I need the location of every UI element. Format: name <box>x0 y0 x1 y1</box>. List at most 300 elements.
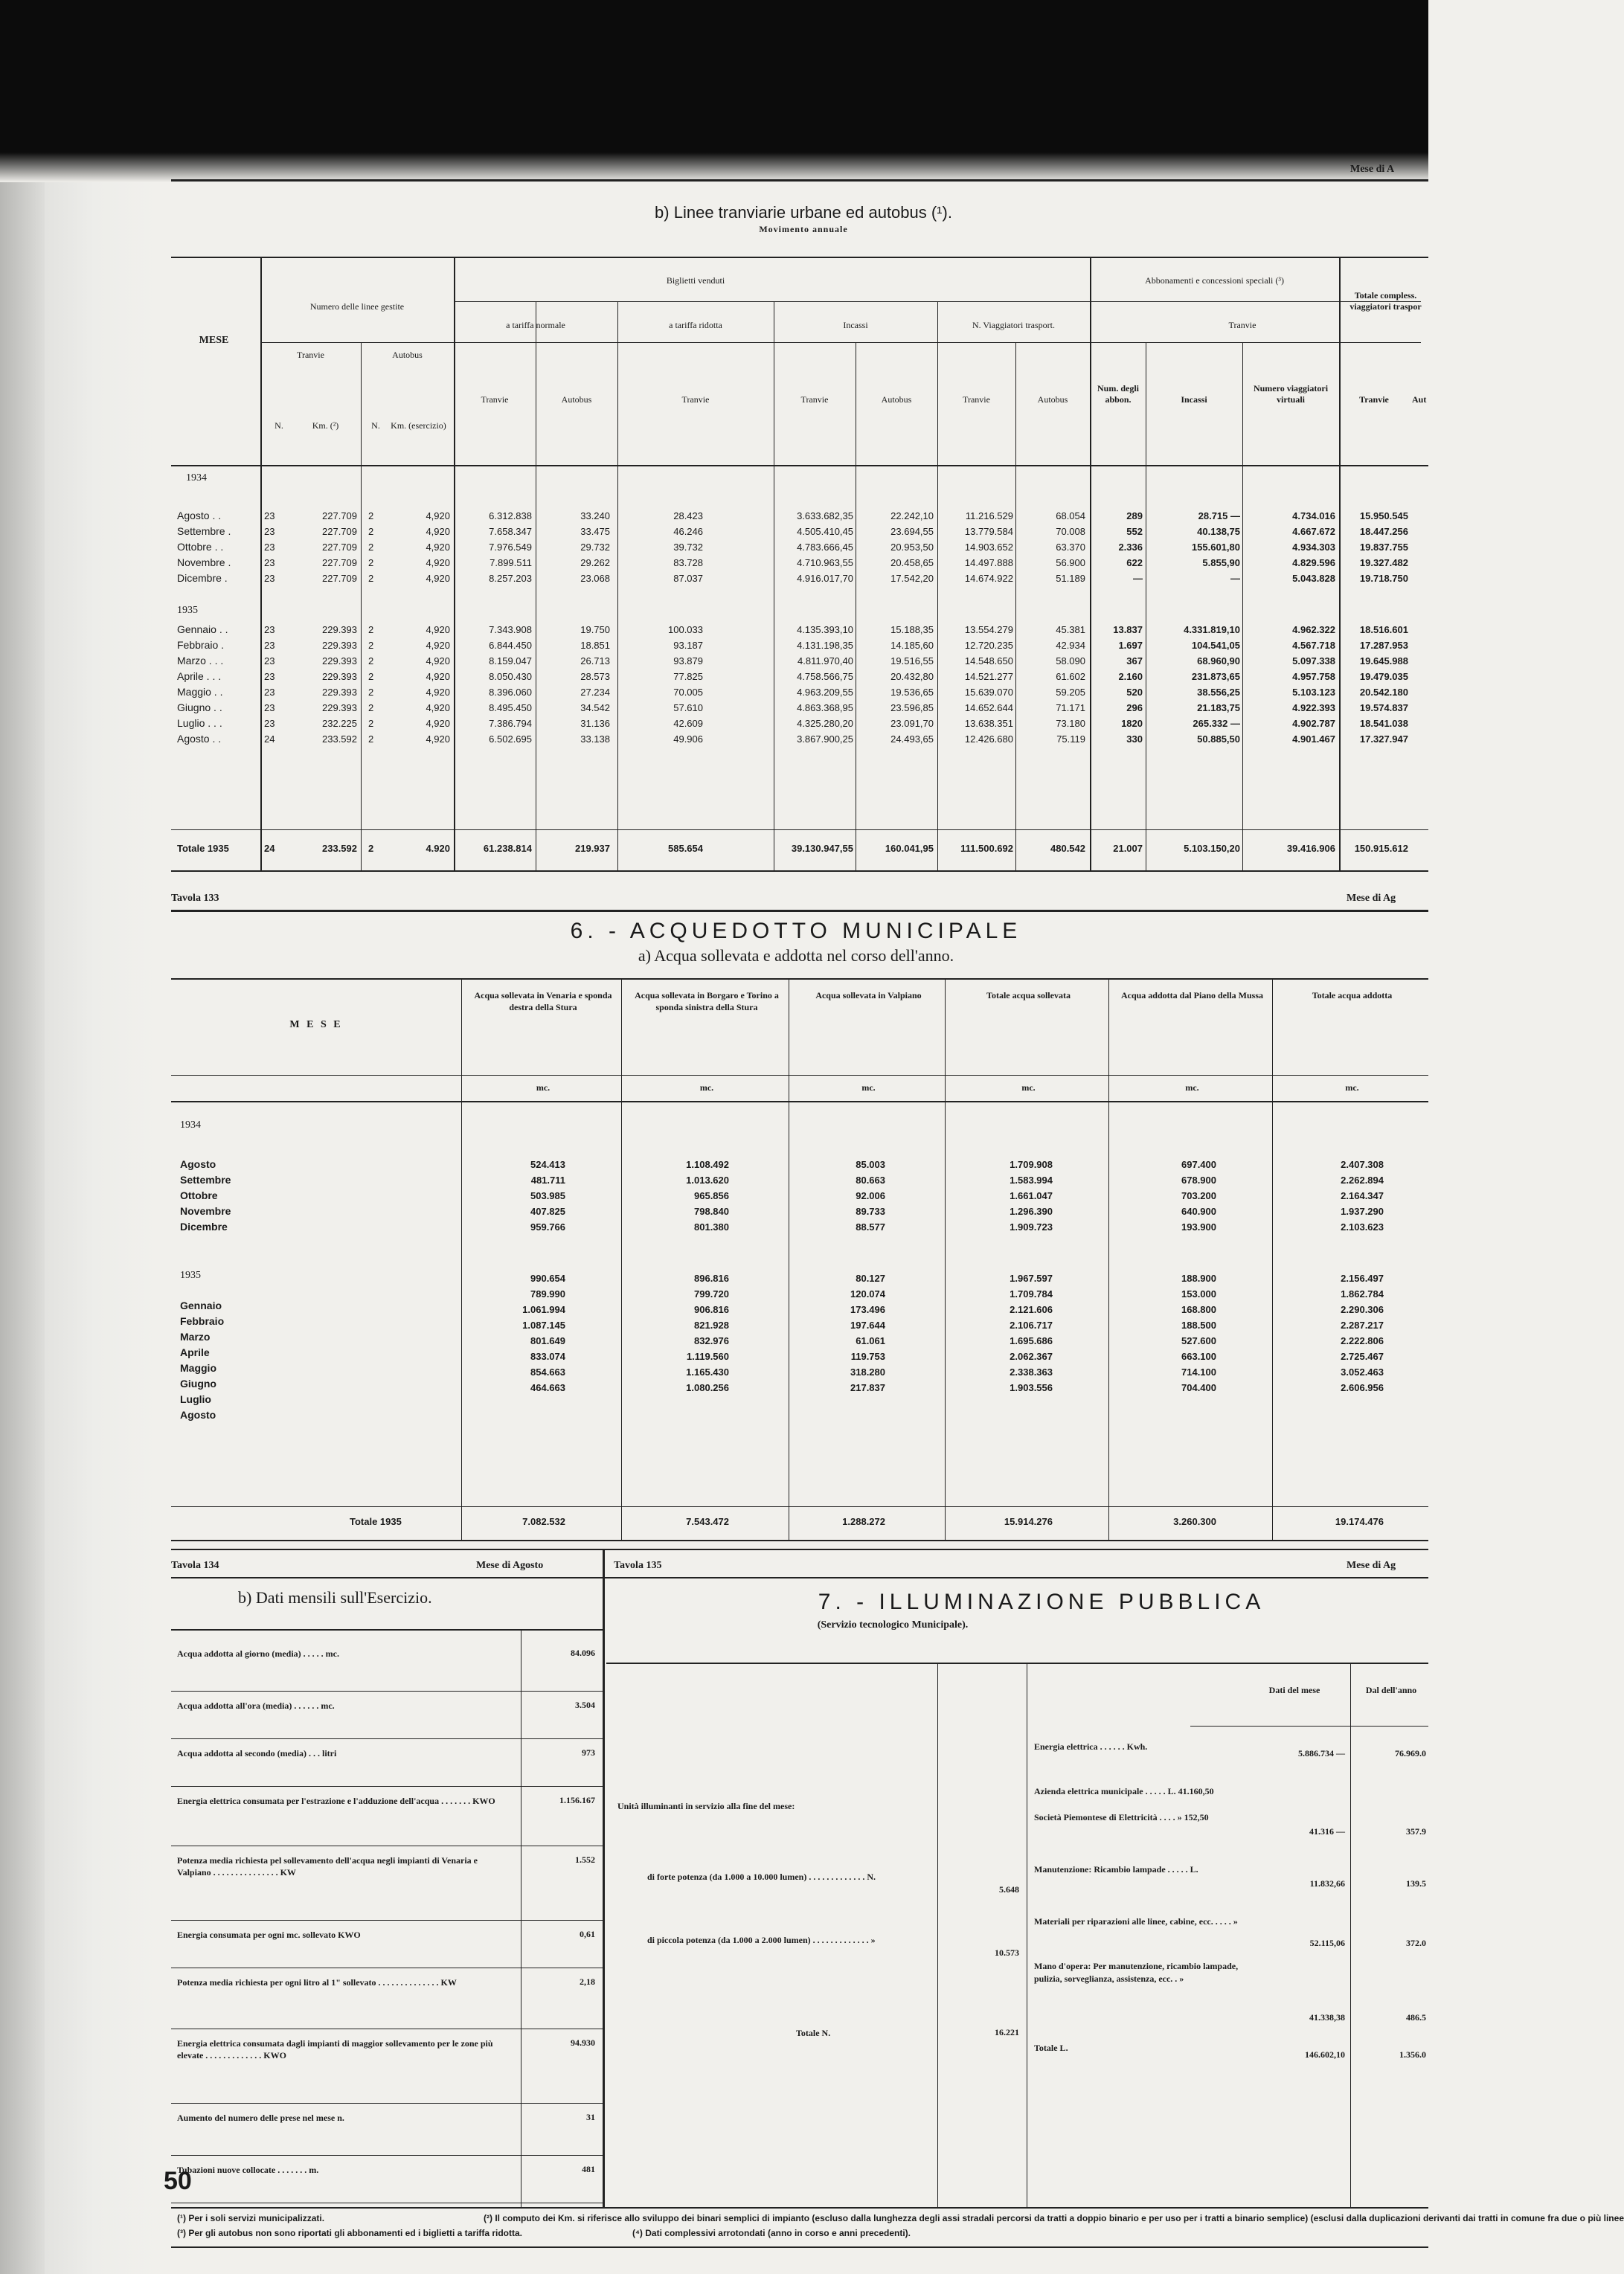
s2-column-header: Acqua addotta dal Piano della Mussa <box>1120 990 1264 1001</box>
s1-cell: 19.536,65 <box>890 687 934 698</box>
s3-row-value: 3.504 <box>575 1700 595 1710</box>
s1-cell: 18.516.601 <box>1359 624 1408 635</box>
s1-cell: 229.393 <box>322 640 357 651</box>
s1-cell: 5.043.828 <box>1292 573 1335 584</box>
s1-cell: 23 <box>264 655 275 667</box>
s2-total-mussa: 3.260.300 <box>1173 1516 1216 1527</box>
s1-cell: 2 <box>368 573 374 584</box>
s2-cell: 168.800 <box>1181 1304 1216 1315</box>
s1-vline-b <box>454 257 455 870</box>
s1-cell: 23 <box>264 702 275 713</box>
s1-rule-top <box>171 257 1428 258</box>
s1-cell: 4.829.596 <box>1292 557 1335 568</box>
s1-cell: 42.609 <box>673 718 703 729</box>
s2-rule-header-bottom <box>171 1101 1428 1102</box>
s2-month-label: Agosto <box>180 1158 216 1170</box>
s3-rule-top <box>171 1549 1428 1550</box>
s1-cell: 100.033 <box>668 624 703 635</box>
s1-cell: 22.242,10 <box>890 510 934 521</box>
s1-cell: 8.159.047 <box>489 655 532 667</box>
s1-tavola-rule <box>171 910 1428 912</box>
s1-cell: 23 <box>264 718 275 729</box>
section2-subtitle: a) Acqua sollevata e addotta nel corso dell'anno. <box>638 946 954 965</box>
section2-title: 6. - ACQUEDOTTO MUNICIPALE <box>570 919 1022 943</box>
s4-right-label: Materiali per riparazioni alle linee, cabine, ecc. . . . . » <box>1034 1916 1238 1927</box>
s2-cell: 1.862.784 <box>1341 1288 1384 1300</box>
s2-cell: 799.720 <box>694 1288 729 1300</box>
s1-col-abb-virt <box>1244 508 1335 747</box>
s1-cell: 33.138 <box>580 733 610 745</box>
s1-cell: 8.495.450 <box>489 702 532 713</box>
s1-cell: 83.728 <box>673 557 703 568</box>
s4-col-header1: Dati del mese <box>1268 1685 1320 1695</box>
s1-cell: 227.709 <box>322 510 357 521</box>
s1-cell: 23 <box>264 687 275 698</box>
s3-row-value: 94.930 <box>571 2037 595 2048</box>
s1-cell: — <box>1230 573 1240 584</box>
s1-total-abb-inc: 5.103.150,20 <box>1184 843 1240 854</box>
s2-cell: 2.103.623 <box>1341 1221 1384 1233</box>
s4-right-label: Società Piemontese di Elettricità . . . . » 152,50 <box>1034 1812 1209 1822</box>
s1-h-abb-tranvie: Tranvie <box>1228 320 1256 330</box>
s1-col-big-norm-tram <box>458 508 532 747</box>
s2-unit-label: mc. <box>1345 1082 1359 1093</box>
s1-cell: 2 <box>368 687 374 698</box>
s1-cell: 7.343.908 <box>489 624 532 635</box>
s2-cell: 188.900 <box>1181 1273 1216 1284</box>
s1-col-km-bus <box>387 508 450 747</box>
s2-month-label: Luglio <box>180 1393 211 1405</box>
s1-h-num-abbon: Num. degli abbon. <box>1097 383 1139 405</box>
s1-cell: 229.393 <box>322 687 357 698</box>
s1-total-tot-tram: 150.915.612 <box>1354 843 1408 854</box>
s1-cell: 4.901.467 <box>1292 733 1335 745</box>
s4-right-value-year: 486.5 <box>1406 2012 1426 2023</box>
s1-vline-k <box>1242 342 1243 870</box>
s1-cell: 15.639.070 <box>964 687 1013 698</box>
s2-month-label: Marzo <box>180 1331 211 1343</box>
s2-cell: 1.903.556 <box>1010 1382 1053 1393</box>
s1-cell: 19.516,55 <box>890 655 934 667</box>
s1-cell: 59.205 <box>1056 687 1085 698</box>
s1-cell: 4.934.303 <box>1292 542 1335 553</box>
s1-h-incassi2: Incassi <box>1181 394 1207 405</box>
s1-cell: 2 <box>368 510 374 521</box>
s1-cell: 34.542 <box>580 702 610 713</box>
s1-cell: 23.694,55 <box>890 526 934 537</box>
s2-cell: 697.400 <box>1181 1159 1216 1170</box>
s1-cell: 4.962.322 <box>1292 624 1335 635</box>
s1-cell: 14.521.277 <box>964 671 1013 682</box>
s1-cell: 104.541,05 <box>1191 640 1240 651</box>
s1-cell: 367 <box>1126 655 1143 667</box>
s1-cell: 229.393 <box>322 655 357 667</box>
s2-cell: 1.583.994 <box>1010 1175 1053 1186</box>
s1-cell: 8.050.430 <box>489 671 532 682</box>
s3-row-value: 2,18 <box>580 1976 595 1987</box>
s2-cell: 119.753 <box>850 1351 885 1362</box>
s1-cell: 23 <box>264 542 275 553</box>
s2-month-label: Settembre <box>180 1174 231 1186</box>
s4-right-value-year: 1.356.0 <box>1399 2049 1426 2060</box>
s4-right-value-month: 5.886.734 — <box>1298 1748 1345 1759</box>
s1-cell: 155.601,80 <box>1191 542 1240 553</box>
s1-cell: 14.185,60 <box>890 640 934 651</box>
section4-title: 7. - ILLUMINAZIONE PUBBLICA <box>818 1590 1265 1614</box>
s1-vline-i <box>1090 257 1091 870</box>
s2-cell: 88.577 <box>856 1221 885 1233</box>
s1-cell: 21.183,75 <box>1197 702 1240 713</box>
s1-cell: 31.136 <box>580 718 610 729</box>
s1-h-sub-aut: Aut <box>1412 394 1427 405</box>
s3-row-label: Acqua addotta al secondo (media) . . . litri <box>177 1748 337 1759</box>
s1-months-1934 <box>177 508 231 586</box>
s1-cell: 14.903.652 <box>964 542 1013 553</box>
scan-dark-top <box>0 0 1428 152</box>
s3-row-value: 0,61 <box>580 1929 595 1939</box>
s3-row-label: Potenza media richiesta per ogni litro al 1" sollevato . . . . . . . . . . . . . . KW <box>177 1977 457 1988</box>
section1-subtitle: Movimento annuale <box>759 224 848 234</box>
s1-cell: 13.779.584 <box>964 526 1013 537</box>
s1-cell: 70.005 <box>673 687 703 698</box>
s3-row-rule <box>171 1738 603 1739</box>
page-number: 50 <box>164 2167 192 2195</box>
s2-month-label: Giugno <box>180 1378 216 1390</box>
s2-cell: 2.606.956 <box>1341 1382 1384 1393</box>
s1-cell: 23.596,85 <box>890 702 934 713</box>
s2-cell: 1.013.620 <box>686 1175 729 1186</box>
s2-cell: 193.900 <box>1181 1221 1216 1233</box>
s1-cell: 46.246 <box>673 526 703 537</box>
s3-row-value: 973 <box>582 1747 595 1758</box>
s3-rule-sub <box>171 1577 1428 1578</box>
section1-title: b) Linee tranviarie urbane ed autobus (¹). <box>655 203 952 222</box>
s1-cell: 6.502.695 <box>489 733 532 745</box>
s3-month-label: Mese di Agosto <box>476 1560 544 1571</box>
top-right-label: Mese di A <box>1350 164 1395 175</box>
s2-h-mese: M E S E <box>289 1019 343 1030</box>
s2-month-label: Novembre <box>180 1205 231 1217</box>
s2-cell: 990.654 <box>530 1273 565 1284</box>
s1-cell: 28.715 — <box>1198 510 1240 521</box>
s1-total-big-norm-tram: 61.238.814 <box>483 843 532 854</box>
s1-cell: 17.542,20 <box>890 573 934 584</box>
s1-cell: 4,920 <box>426 640 450 651</box>
s3-row-value: 84.096 <box>571 1648 595 1658</box>
s3-row-rule <box>171 1786 603 1787</box>
s1-cell: 4,920 <box>426 542 450 553</box>
s4-right-value-year: 76.969.0 <box>1395 1748 1426 1759</box>
s1-cell: 2 <box>368 702 374 713</box>
s2-cell: 2.222.806 <box>1341 1335 1384 1346</box>
s1-cell: 12.720.235 <box>964 640 1013 651</box>
s2-month-label: Dicembre <box>180 1221 228 1233</box>
s1-cell: 28.423 <box>673 510 703 521</box>
s1-vline-d <box>617 301 618 870</box>
s1-cell: 14.497.888 <box>964 557 1013 568</box>
s1-vline-a <box>361 342 362 870</box>
s2-vline-1 <box>461 978 462 1540</box>
s1-cell: 14.652.644 <box>964 702 1013 713</box>
s1-h-sub-5: Autobus <box>881 394 912 405</box>
s2-total-venaria: 7.082.532 <box>522 1516 565 1527</box>
s1-cell: 68.054 <box>1056 510 1085 521</box>
s1-col-abb-inc <box>1147 508 1240 747</box>
s2-unit-label: mc. <box>1021 1082 1036 1093</box>
s1-cell: 23 <box>264 573 275 584</box>
s2-cell: 821.928 <box>694 1320 729 1331</box>
s1-cell: 38.556,25 <box>1197 687 1240 698</box>
section3-title: b) Dati mensili sull'Esercizio. <box>238 1588 432 1607</box>
s1-cell: 19.837.755 <box>1359 542 1408 553</box>
s2-cell: 906.816 <box>694 1304 729 1315</box>
s1-cell: 2 <box>368 542 374 553</box>
s2-cell: 789.990 <box>530 1288 565 1300</box>
s2-cell: 197.644 <box>850 1320 885 1331</box>
s4-left-value: 10.573 <box>995 1947 1019 1958</box>
s1-h-n1: N. <box>275 420 283 431</box>
s2-cell: 1.108.492 <box>686 1159 729 1170</box>
s1-month-label: Gennaio . . <box>177 623 228 635</box>
s1-cell: 231.873,65 <box>1191 671 1240 682</box>
s2-cell: 2.287.217 <box>1341 1320 1384 1331</box>
s1-cell: 2 <box>368 718 374 729</box>
s2-cell: 714.100 <box>1181 1366 1216 1378</box>
s2-rule-top <box>171 978 1428 980</box>
s3-row-value: 1.552 <box>575 1854 595 1865</box>
s4-left-value: 5.648 <box>999 1884 1019 1895</box>
s1-cell: 57.610 <box>673 702 703 713</box>
s1-cell: 87.037 <box>673 573 703 584</box>
s1-h-incassi: Incassi <box>843 320 868 330</box>
s2-col-borgaro <box>640 1157 729 1395</box>
s1-col-n-tram <box>264 508 275 747</box>
s2-unit-label: mc. <box>861 1082 876 1093</box>
s2-cell: 2.290.306 <box>1341 1304 1384 1315</box>
s1-cell: 23 <box>264 624 275 635</box>
s1-cell: 11.216.529 <box>965 510 1013 521</box>
s1-cell: 63.370 <box>1056 542 1085 553</box>
s2-cell: 896.816 <box>694 1273 729 1284</box>
s1-vline-g <box>937 301 938 870</box>
s1-cell: 2 <box>368 557 374 568</box>
scan-shadow-edge <box>0 0 45 2274</box>
s1-cell: 4,920 <box>426 687 450 698</box>
s1-cell: 4.325.280,20 <box>797 718 853 729</box>
s1-cell: 8.257.203 <box>489 573 532 584</box>
s2-cell: 1.909.723 <box>1010 1221 1053 1233</box>
s4-rule-header <box>1190 1726 1428 1727</box>
s1-cell: 24 <box>264 733 275 745</box>
s1-cell: 20.953,50 <box>890 542 934 553</box>
s1-cell: 4.331.819,10 <box>1184 624 1240 635</box>
s2-cell: 2.338.363 <box>1010 1366 1053 1378</box>
s1-cell: 4.863.368,95 <box>797 702 853 713</box>
s1-month-label: Luglio . . . <box>177 717 222 729</box>
s1-cell: — <box>1133 573 1143 584</box>
s4-col-header2: Dal dell'anno <box>1365 1685 1417 1695</box>
s1-cell: 51.189 <box>1056 573 1085 584</box>
s3-row-rule <box>171 2155 603 2156</box>
s1-cell: 4,920 <box>426 573 450 584</box>
s2-cell: 1.296.390 <box>1010 1206 1053 1217</box>
s1-cell: 229.393 <box>322 671 357 682</box>
s1-cell: 3.633.682,35 <box>797 510 853 521</box>
s1-month-label: Maggio . . <box>177 686 223 698</box>
s1-cell: 289 <box>1126 510 1143 521</box>
s2-vline-6 <box>1272 978 1273 1540</box>
s2-month-label: Ottobre <box>180 1189 218 1201</box>
s1-cell: 4.957.758 <box>1292 671 1335 682</box>
s1-h-autobus: Autobus <box>392 350 423 360</box>
s1-total-abb-virt: 39.416.906 <box>1286 843 1335 854</box>
s1-cell: 71.171 <box>1056 702 1085 713</box>
s1-cell: 14.548.650 <box>964 655 1013 667</box>
s1-cell: 233.592 <box>322 733 357 745</box>
s1-cell: 19.327.482 <box>1359 557 1408 568</box>
s1-total-via-tram: 111.500.692 <box>960 843 1013 854</box>
s2-months-1935 <box>180 1298 224 1423</box>
s2-month-label: Febbraio <box>180 1315 225 1327</box>
s1-cell: 20.458,65 <box>890 557 934 568</box>
s1-cell: 20.432,80 <box>890 671 934 682</box>
s1-cell: 61.602 <box>1056 671 1085 682</box>
s1-h-n2: N. <box>371 420 380 431</box>
s2-cell: 153.000 <box>1181 1288 1216 1300</box>
s1-cell: 4.131.198,35 <box>797 640 853 651</box>
s1-total-big-norm-bus: 219.937 <box>575 843 610 854</box>
s2-col-tot-add <box>1294 1157 1384 1395</box>
s2-cell: 704.400 <box>1181 1382 1216 1393</box>
s1-cell: 33.240 <box>580 510 610 521</box>
s4-right-value-month: 11.832,66 <box>1309 1878 1345 1889</box>
s1-total-big-rid-tram: 585.654 <box>668 843 703 854</box>
s1-cell: 4.758.566,75 <box>797 671 853 682</box>
s1-cell: 229.393 <box>322 702 357 713</box>
s2-cell: 1.967.597 <box>1010 1273 1053 1284</box>
s1-cell: 229.393 <box>322 624 357 635</box>
s1-h-tranvie: Tranvie <box>297 350 324 360</box>
s1-month-label: Settembre . <box>177 525 231 537</box>
s1-cell: 227.709 <box>322 526 357 537</box>
s1-cell: 4,920 <box>426 510 450 521</box>
s2-cell: 2.262.894 <box>1341 1175 1384 1186</box>
s2-column-header: Acqua sollevata in Venaria e sponda destra della Stura <box>474 990 612 1012</box>
s2-vline-2 <box>621 978 622 1540</box>
s2-cell: 801.649 <box>530 1335 565 1346</box>
s2-rule-total-top <box>171 1506 1428 1507</box>
s1-cell: 2.160 <box>1118 671 1143 682</box>
s3-row-value: 31 <box>586 2112 595 2122</box>
s4-vline-1 <box>937 1663 938 2207</box>
s4-right-value-year: 139.5 <box>1406 1878 1426 1889</box>
s1-cell: 73.180 <box>1056 718 1085 729</box>
s1-h-sub-1: Tranvie <box>481 394 509 405</box>
s1-month-label: Novembre . <box>177 556 231 568</box>
s1-month-label: Dicembre . <box>177 572 228 584</box>
s3-row-rule <box>171 1691 603 1692</box>
s1-total-label: Totale 1935 <box>177 843 229 854</box>
s4-left-label: di piccola potenza (da 1.000 a 2.000 lumen) . . . . . . . . . . . . . » <box>647 1935 876 1945</box>
s4-rule-top <box>606 1663 1428 1664</box>
s1-cell: 4.667.672 <box>1292 526 1335 537</box>
s1-month-label: Giugno . . <box>177 701 222 713</box>
s2-cell: 503.985 <box>530 1190 565 1201</box>
s2-vline-4 <box>945 978 946 1540</box>
s1-month-label: Agosto . . <box>177 510 222 521</box>
s2-col-mussa <box>1127 1157 1216 1395</box>
s1-cell: 23 <box>264 671 275 682</box>
footnote-4: (⁴) Dati complessivi arrotondati (anno in corso e anni precedenti). <box>632 2228 911 2238</box>
s3-row-label: Tubazioni nuove collocate . . . . . . . m. <box>177 2165 319 2175</box>
s1-cell: 2 <box>368 733 374 745</box>
s1-cell: 4,920 <box>426 526 450 537</box>
s1-cell: 45.381 <box>1056 624 1085 635</box>
s2-vline-5 <box>1108 978 1109 1540</box>
s1-h-abbonamenti: Abbonamenti e concessioni speciali (³) <box>1145 275 1284 286</box>
s1-cell: 4,920 <box>426 671 450 682</box>
s2-cell: 1.061.994 <box>522 1304 565 1315</box>
s3-row-label: Energia consumata per ogni mc. sollevato KWO <box>177 1930 361 1940</box>
s1-cell: 23.091,70 <box>890 718 934 729</box>
s3-row-label: Aumento del numero delle prese nel mese n. <box>177 2113 344 2123</box>
s1-cell: 7.976.549 <box>489 542 532 553</box>
s2-column-header: Acqua sollevata in Borgaro e Torino a sponda sinistra della Stura <box>635 990 779 1012</box>
s2-year1: 1934 <box>180 1120 201 1131</box>
s1-cell: 4.567.718 <box>1292 640 1335 651</box>
s4-right-label: Totale L. <box>1034 2043 1068 2053</box>
s1-vline-h <box>1015 342 1016 870</box>
s1-rule-header-bottom <box>171 465 1428 466</box>
s1-col-inc-tram <box>775 508 853 747</box>
s1-h-sub-2: Autobus <box>561 394 592 405</box>
s2-cell: 464.663 <box>530 1382 565 1393</box>
s2-cell: 2.725.467 <box>1341 1351 1384 1362</box>
s1-months-1935 <box>177 622 228 747</box>
s2-cell: 1.709.908 <box>1010 1159 1053 1170</box>
s1-h-sub-6: Tranvie <box>963 394 990 405</box>
s2-cell: 2.156.497 <box>1341 1273 1384 1284</box>
s2-cell: 85.003 <box>856 1159 885 1170</box>
s1-cell: 23 <box>264 526 275 537</box>
s1-cell: 12.426.680 <box>964 733 1013 745</box>
s1-h-numero: Numero delle linee gestite <box>309 301 405 312</box>
s1-h-mese: MESE <box>199 335 229 346</box>
s1-cell: 227.709 <box>322 542 357 553</box>
s1-cell: 58.090 <box>1056 655 1085 667</box>
s2-cell: 188.500 <box>1181 1320 1216 1331</box>
s2-cell: 1.165.430 <box>686 1366 729 1378</box>
s1-h-sub-4: Tranvie <box>800 394 829 405</box>
s2-column-header: Totale acqua addotta <box>1312 990 1393 1001</box>
s1-cell: 13.837 <box>1113 624 1143 635</box>
s1-month-label: Febbraio . <box>177 639 225 651</box>
s2-cell: 2.121.606 <box>1010 1304 1053 1315</box>
s1-h-biglietti: Biglietti venduti <box>666 275 725 286</box>
s1-cell: 3.867.900,25 <box>797 733 853 745</box>
s1-col-tot-tram <box>1341 508 1408 747</box>
s4-right-value-year: 357.9 <box>1406 1826 1426 1837</box>
s1-cell: 232.225 <box>322 718 357 729</box>
s2-cell: 2.106.717 <box>1010 1320 1053 1331</box>
s1-cell: 296 <box>1126 702 1143 713</box>
s2-cell: 2.062.367 <box>1010 1351 1053 1362</box>
s2-cell: 89.733 <box>856 1206 885 1217</box>
s1-cell: 4,920 <box>426 655 450 667</box>
s4-left-label: Totale N. <box>796 2028 831 2038</box>
s1-cell: 39.732 <box>673 542 703 553</box>
s1-cell: 93.879 <box>673 655 703 667</box>
